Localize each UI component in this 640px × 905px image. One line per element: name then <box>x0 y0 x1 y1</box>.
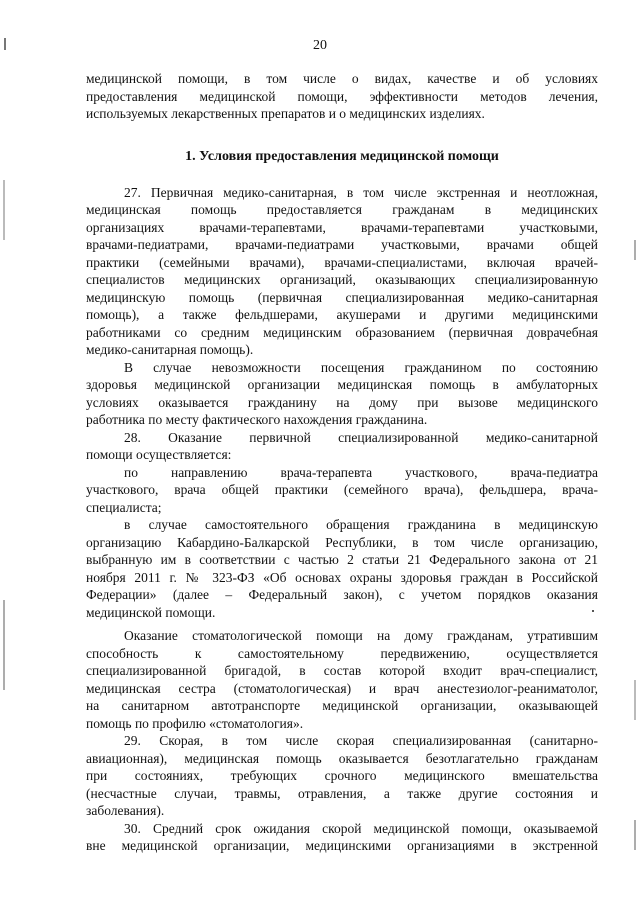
text-line: 27. Первичная медико-санитарная, в том числе экстренная и неотложная, <box>124 184 598 200</box>
text-line: используемых лекарственных препаратов и о медицинских изделиях. <box>86 106 485 121</box>
text-line: медицинская сестра (стоматологическая) и врач анестезиолог-реаниматолог, <box>86 680 598 696</box>
text-line: предоставления медицинской помощи, эффективности методов лечения, <box>86 88 598 104</box>
paragraph-27 <box>86 184 598 359</box>
text-line: условиях оказывается гражданину на дому при вызове медицинского <box>86 394 598 410</box>
text-line: ноября 2011 г. № 323-ФЗ «Об основах охраны здоровья граждан в Российской <box>86 569 598 585</box>
text-line: здоровья медицинской организации медицинская помощь в амбулаторных <box>86 377 598 392</box>
text-line: по направлению врача-терапевта участкового, врача-педиатра <box>124 464 598 480</box>
text-line: при состояниях, требующих срочного медицинского вмешательства <box>86 768 598 783</box>
paragraph-30 <box>86 820 598 855</box>
text-line: врачами-педиатрами, врачами-педиатрами участковыми, врачами общей <box>86 237 598 252</box>
paragraph-28 <box>86 429 598 464</box>
text-line: специалиста; <box>86 499 162 515</box>
text-line: медицинская помощь предоставляется гражданам в медицинских <box>86 202 598 217</box>
scan-edge-mark <box>4 38 6 50</box>
text-line: участкового, врача общей практики (семейного врача), фельдшера, врача- <box>86 482 598 497</box>
text-line: вне медицинской организации, медицинскими организациями в экстренной <box>86 838 598 853</box>
text-line: медико-санитарная помощь). <box>86 342 254 357</box>
text-line: способность к самостоятельному передвижению, осуществляется <box>86 645 598 661</box>
page-number: 20 <box>313 38 327 53</box>
text-line: В случае невозможности посещения гражданином по состоянию <box>124 359 598 375</box>
text-line: организацию Кабардино-Балкарской Республики, в том числе организацию, <box>86 534 598 550</box>
text-line: авиационная), медицинская помощь оказывается безотлагательно гражданам <box>86 750 598 766</box>
text-line: медицинской помощи, в том числе о видах, качестве и об условиях <box>86 71 598 86</box>
scan-edge-mark <box>634 680 636 720</box>
text-line: 30. Средний срок ожидания скорой медицинской помощи, оказываемой <box>124 820 598 836</box>
paragraph-dental <box>86 627 598 732</box>
text-line: работника по месту фактического нахождения гражданина. <box>86 412 428 427</box>
text-line: практики (семейными врачами), врачами-специалистами, включая врачей- <box>86 254 598 270</box>
text-line: специалистов медицинских организаций, оказывающих специализированную <box>86 272 598 287</box>
text-line: заболевания). <box>86 803 165 818</box>
text-line: помощь), а также фельдшерами, акушерами и другими медицинскими <box>86 307 598 322</box>
text-line: (несчастные случаи, травмы, отравления, а также другие состояния и <box>86 785 598 801</box>
text-line: выбранную им в соответствии с частью 2 статьи 21 Федерального закона от 21 <box>86 552 598 567</box>
text-line: организациях врачами-терапевтами, врачами-терапевтами участковыми, <box>86 219 598 235</box>
text-line: медицинской помощи. <box>86 604 216 620</box>
scan-edge-mark <box>3 600 5 690</box>
text-line: специализированной бригадой, в состав которой входит врач-специалист, <box>86 663 598 678</box>
text-line: 29. Скорая, в том числе скорая специализированная (санитарно- <box>124 733 598 748</box>
text-line: помощь по профилю «стоматология». <box>86 715 304 731</box>
text-line: Федерации» (далее – Федеральный закон), с учетом порядков оказания <box>86 587 598 602</box>
paragraph-home-visit <box>86 359 598 429</box>
document-body <box>86 70 598 855</box>
paragraph-referral <box>86 464 598 517</box>
paragraph-29 <box>86 732 598 820</box>
text-line: на санитарном автотранспорте медицинской организации, оказывающей <box>86 698 598 713</box>
text-line: Оказание стоматологической помощи на дому гражданам, утратившим <box>124 628 598 643</box>
text-line: в случае самостоятельного обращения гражданина в медицинскую <box>124 517 598 532</box>
scan-edge-mark <box>634 240 636 260</box>
text-line: работниками со средним медицинским образованием (первичная доврачебная <box>86 324 598 340</box>
text-line: помощи осуществляется: <box>86 447 232 462</box>
section-heading: 1. Условия предоставления медицинской помощи <box>185 148 499 164</box>
text-line: медицинскую помощь (первичная специализированная медико-санитарная <box>86 289 598 305</box>
scan-edge-mark <box>3 180 5 240</box>
intro-paragraph <box>86 70 598 123</box>
scan-edge-mark <box>634 820 636 850</box>
paragraph-self-referral <box>86 516 598 621</box>
text-line: 28. Оказание первичной специализированной медико-санитарной <box>124 429 598 445</box>
